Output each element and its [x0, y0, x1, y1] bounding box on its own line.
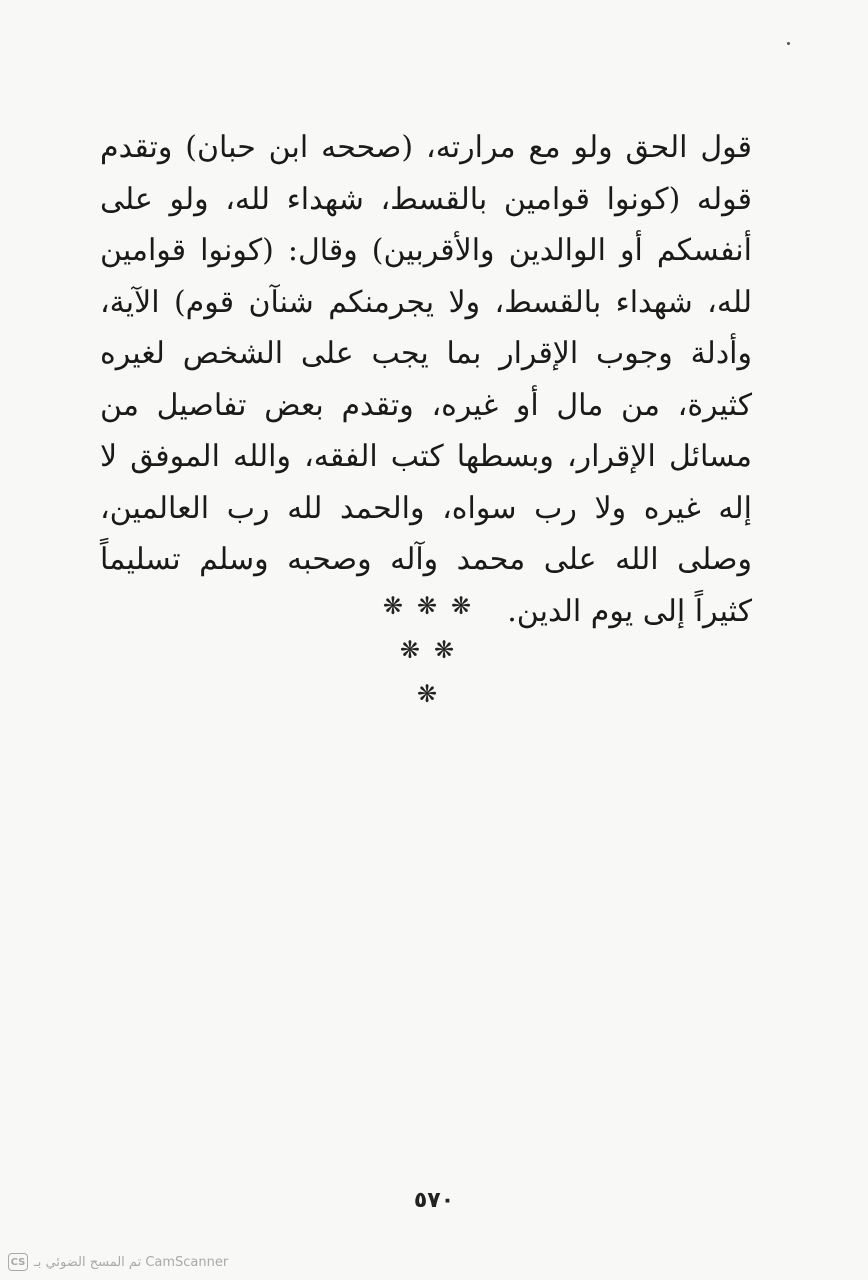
- watermark-text: تم المسح الضوئي بـ CamScanner: [34, 1254, 229, 1270]
- scan-speck: [787, 42, 790, 45]
- camscanner-watermark: [8, 1250, 228, 1274]
- page-number: ٥٧٠: [413, 1188, 455, 1213]
- ornament-row-2: ❋❋: [399, 636, 469, 664]
- camscanner-logo-icon: CS: [8, 1253, 28, 1271]
- body-paragraph: قول الحق ولو مع مرارته، (صححه ابن حبان) وتقدم قوله (كونوا قوامين بالقسط، شهداء لله، ولو على أنفسكم أو الوالدين والأقربين) وقال: (كونوا قوامين لله، شهداء بالقسط، ولا يجرمنكم شنآن قوم) الآية، وأدلة وجوب الإقرار بما يجب على الشخص لغيره كثيرة، من مال أو غيره، وتقدم بعض تفاصيل من مسائل الإقرار، وبسطها كتب الفقه، والله الموفق لا إله غيره ولا رب سواه، والحمد لله رب العالمين، وصلى الله على محمد وآله وصحبه وسلم تسليماً كثيراً إلى يوم الدين.: [100, 130, 752, 629]
- ornament-row-1: ❋❋❋: [382, 592, 486, 620]
- ornament-row-3: ❋: [416, 680, 452, 708]
